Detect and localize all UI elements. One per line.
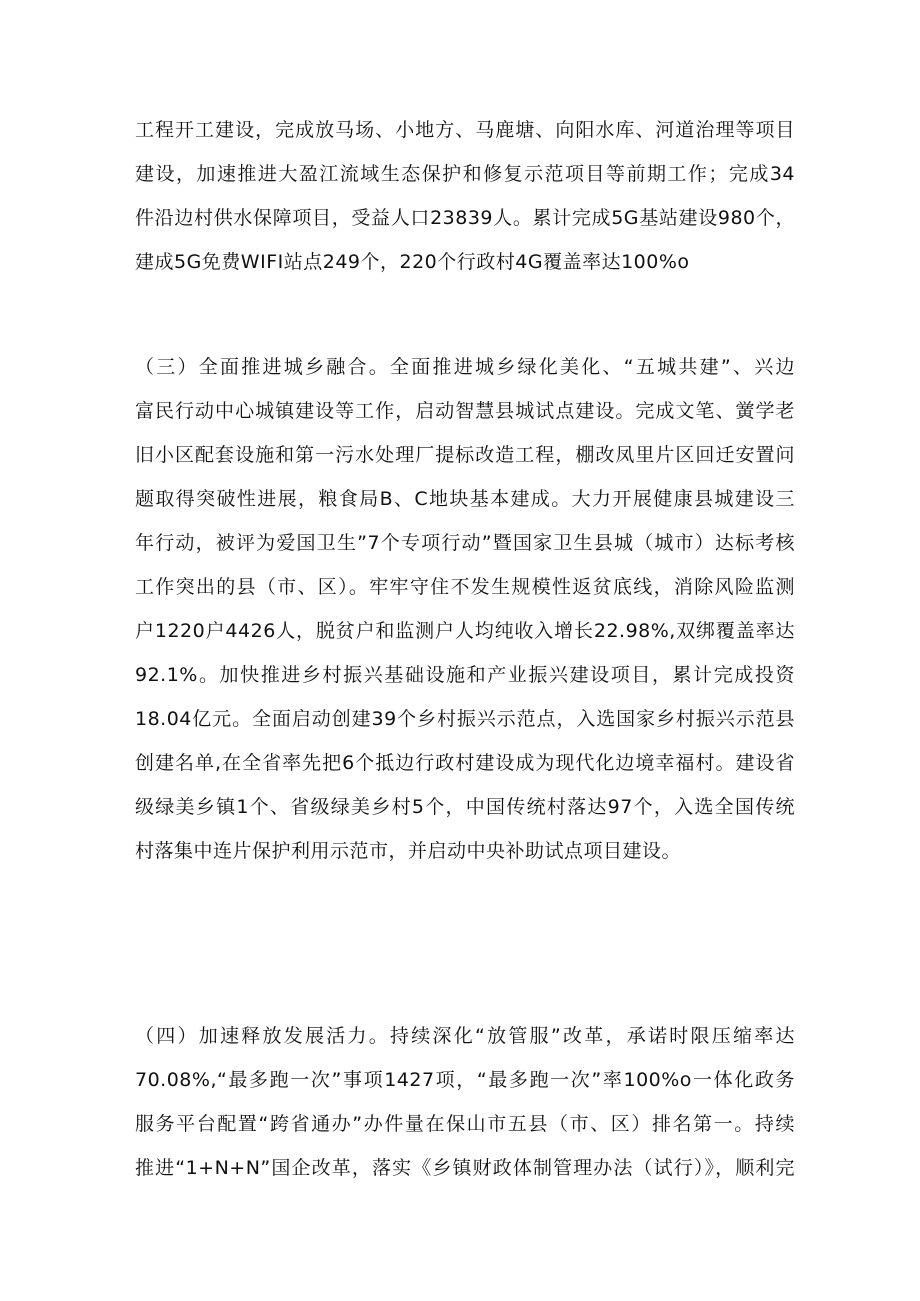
text-line: 户1220户4426人，脱贫户和监测户人均纯收入增长22.98%,双绑覆盖率达: [135, 620, 795, 642]
text-line: 建设，加速推进大盈江流域生态保护和修复示范项目等前期工作；完成34: [135, 163, 795, 185]
text-line: 18.04亿元。全面启动创建39个乡村振兴示范点，入选国家乡村振兴示范县: [135, 708, 795, 730]
paragraph-infrastructure: [135, 108, 795, 284]
text-line: 件沿边村供水保障项目，受益人口23839人。累计完成5G基站建设980个，: [135, 207, 795, 229]
text-line: 70.08%,“最多跑一次”事项1427项，“最多跑一次”率100%o一体化政务: [135, 1069, 795, 1091]
text-line: 创建名单,在全省率先把6个抵边行政村建设成为现代化边境幸福村。建设省: [135, 752, 795, 774]
text-line: 工程开工建设，完成放马场、小地方、马鹿塘、向阳水库、河道治理等项目: [135, 119, 795, 141]
text-line: （四）加速释放发展活力。持续深化“放管服”改革，承诺时限压缩率达: [135, 1025, 795, 1047]
text-line: 建成5G免费WIFI站点249个，220个行政村4G覆盖率达100%o: [135, 251, 690, 273]
paragraph-urban-rural-integration: [135, 345, 795, 873]
text-line: 工作突出的县（市、区）。牢牢守住不发生规模性返贫底线，消除风险监测: [135, 576, 795, 598]
text-line: 富民行动中心城镇建设等工作，启动智慧县城试点建设。完成文笔、黉学老: [135, 400, 795, 422]
text-line: 年行动，被评为爱国卫生”7个专项行动”暨国家卫生县城（城市）达标考核: [135, 532, 795, 554]
text-line: 题取得突破性进展，粮食局B、C地块基本建成。大力开展健康县城建设三: [135, 488, 795, 510]
paragraph-development-vitality: [135, 1014, 795, 1190]
text-line: 级绿美乡镇1个、省级绿美乡村5个，中国传统村落达97个，入选全国传统: [135, 796, 795, 818]
text-line: 服务平台配置“跨省通办”办件量在保山市五县（市、区）排名第一。持续: [135, 1113, 795, 1135]
text-line: （三）全面推进城乡融合。全面推进城乡绿化美化、“五城共建”、兴边: [135, 356, 795, 378]
text-line: 92.1%。加快推进乡村振兴基础设施和产业振兴建设项目，累计完成投资: [135, 664, 795, 686]
text-line: 旧小区配套设施和第一污水处理厂提标改造工程，棚改凤里片区回迁安置问: [135, 444, 795, 466]
text-line: 推进“1+N+N”国企改革，落实《乡镇财政体制管理办法（试行）》，顺利完: [135, 1157, 795, 1179]
text-line: 村落集中连片保护利用示范市，并启动中央补助试点项目建设。: [135, 840, 682, 862]
